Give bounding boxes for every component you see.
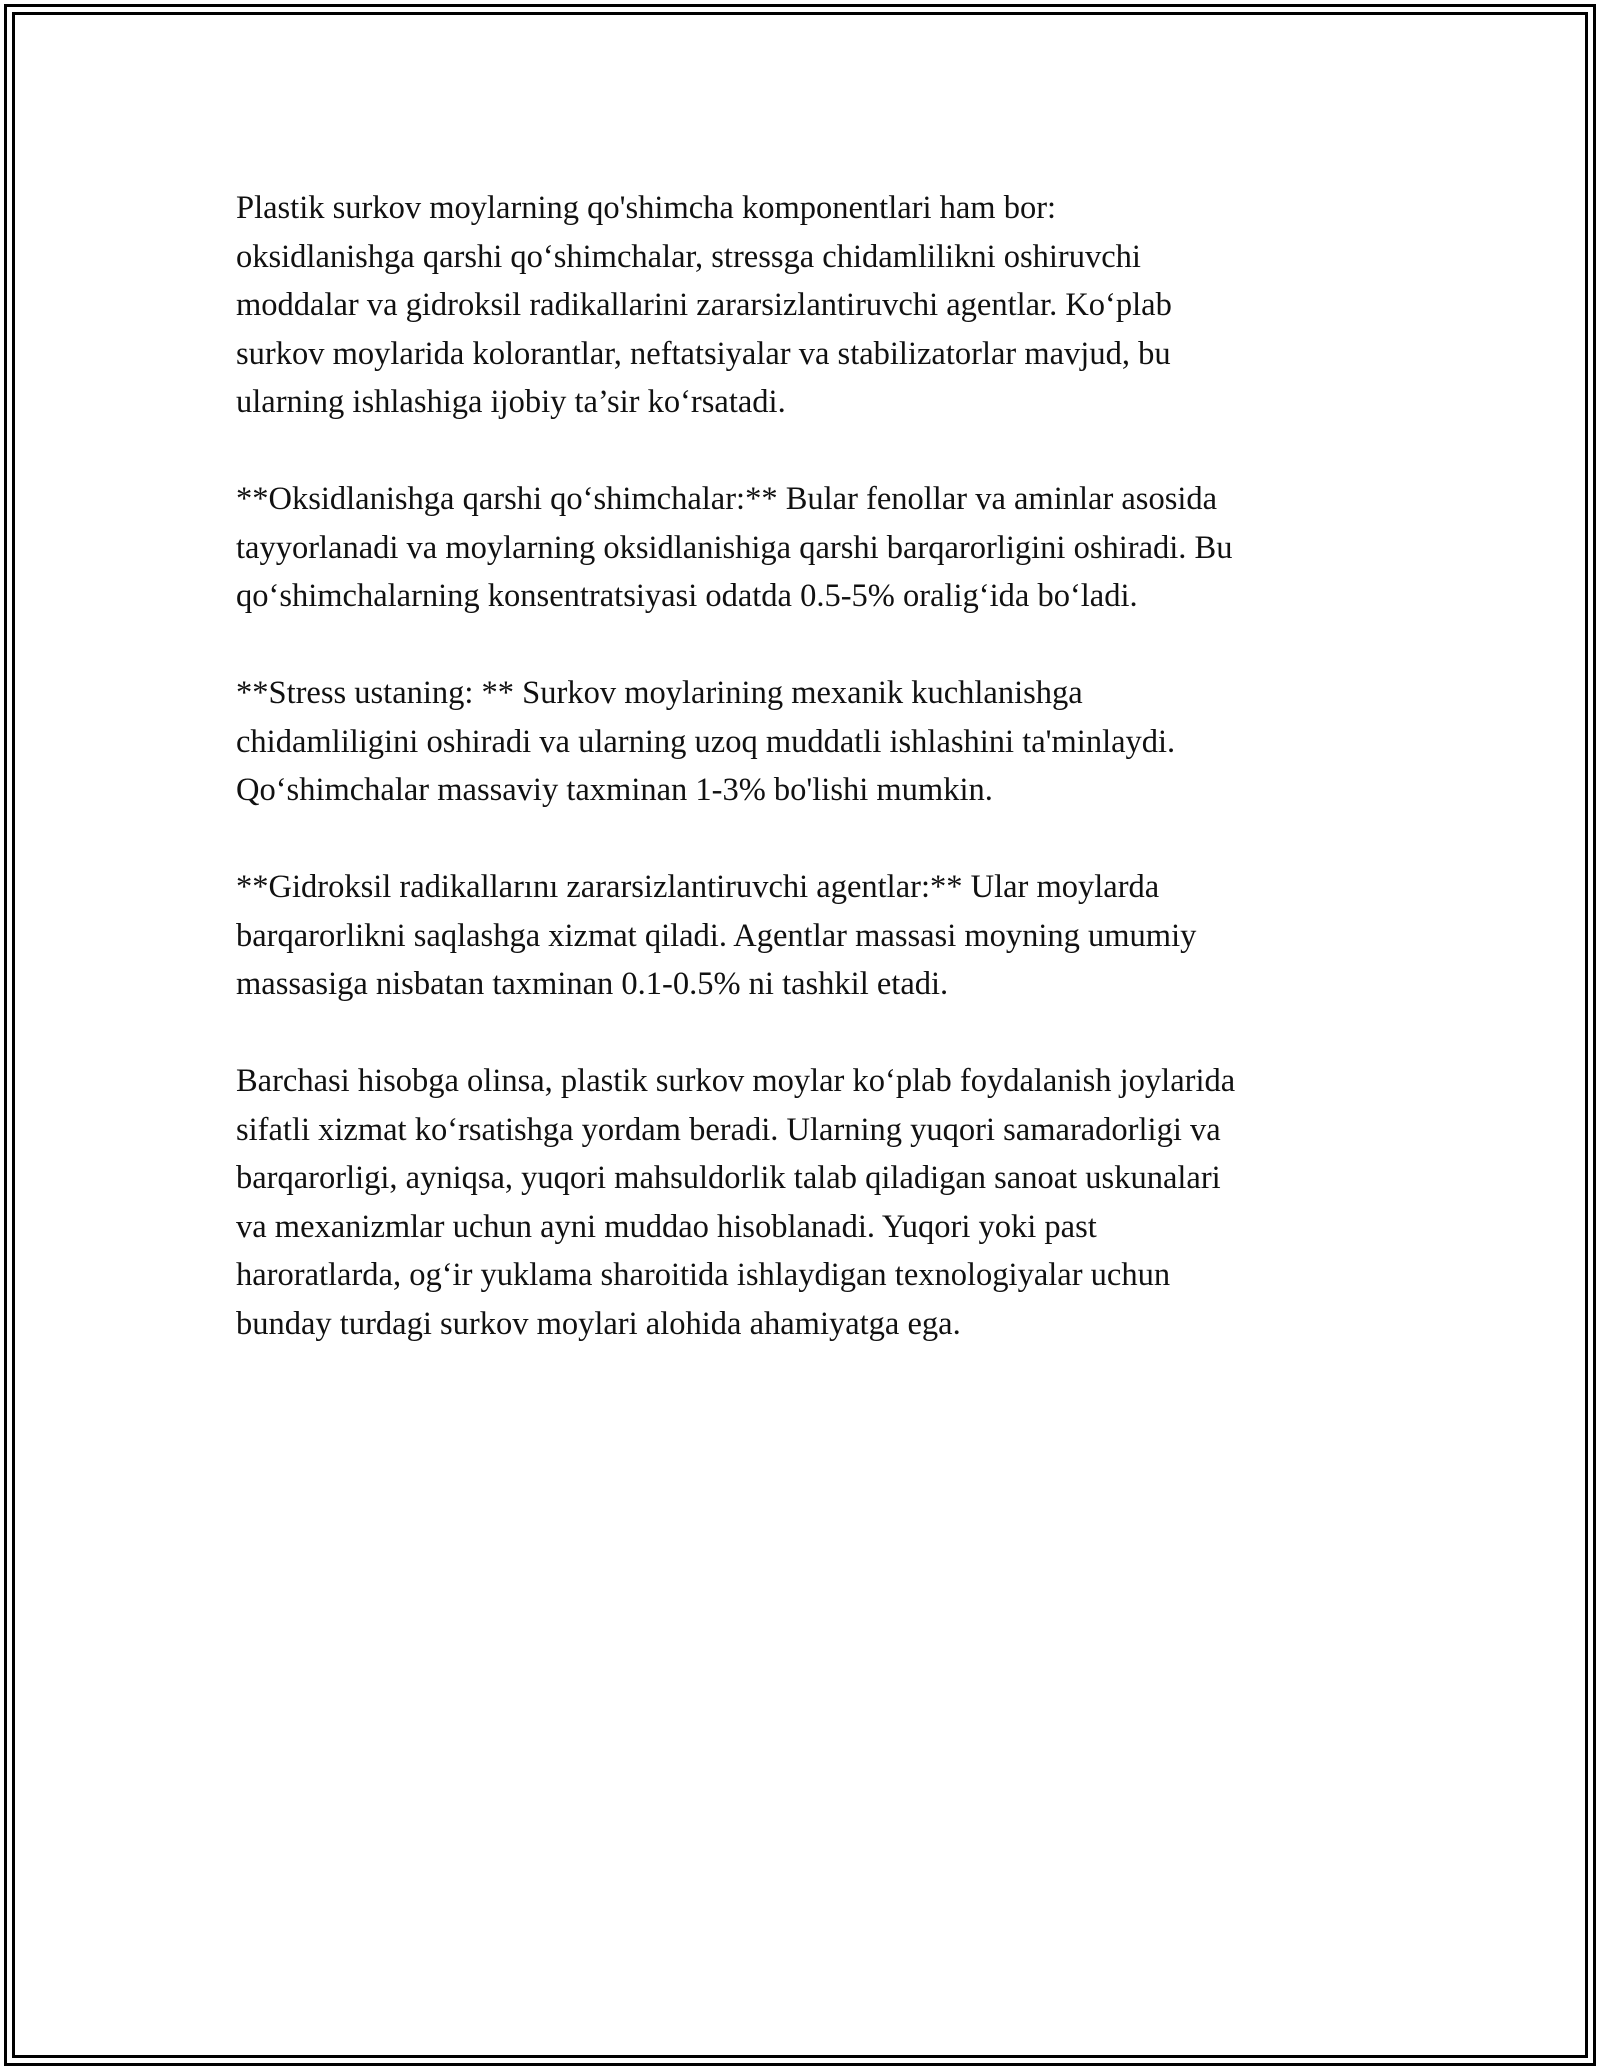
text-line: **Gidroksil radikallarını zararsizlantiruvchi agentlar:** Ular moylarda: [236, 869, 1160, 905]
text-line: surkov moylarida kolorantlar, neftatsiyalar va stabilizatorlar mavjud, bu: [236, 335, 1171, 372]
text-line: **Oksidlanishga qarshi qo‘shimchalar:** Bular fenollar va aminlar asosida: [236, 481, 1218, 517]
text-line: barqarorlikni saqlashga xizmat qiladi. Agentlar massasi moyning umumiy: [236, 917, 1197, 954]
text-line: massasiga nisbatan taxminan 0.1-0.5% ni tashkil etadi.: [236, 966, 949, 1002]
text-line: bunday turdagi surkov moylari alohida ahamiyatga ega.: [236, 1305, 961, 1342]
text-line: Qo‘shimchalar massaviy taxminan 1-3% bo'lishi mumkin.: [236, 772, 993, 808]
text-line: Barchasi hisobga olinsa, plastik surkov moylar ko‘plab foydalanish joylarida: [236, 1063, 1236, 1099]
text-line: tayyorlanadi va moylarning oksidlanishiga qarshi barqarorligini oshiradi. Bu: [236, 529, 1233, 566]
text-line: **Stress ustaning: ** Surkov moylarining mexanik kuchlanishga: [236, 675, 1083, 711]
paragraph-stress-resistance: [236, 669, 1376, 815]
document-body: [236, 184, 1376, 1397]
text-line: ularning ishlashiga ijobiy ta’sir ko‘rsatadi.: [236, 384, 786, 420]
paragraph-conclusion: [236, 1057, 1376, 1348]
text-line: sifatli xizmat ko‘rsatishga yordam beradi. Ularning yuqori samaradorligi va: [236, 1111, 1221, 1148]
text-line: Plastik surkov moylarning qo'shimcha komponentlari ham bor:: [236, 190, 1057, 226]
paragraph-hydroxyl-agents: [236, 863, 1376, 1009]
text-line: haroratlarda, og‘ir yuklama sharoitida ishlaydigan texnologiyalar uchun: [236, 1257, 1171, 1293]
text-line: qo‘shimchalarning konsentratsiyasi odatda 0.5-5% oralig‘ida bo‘ladi.: [236, 578, 1138, 614]
text-line: oksidlanishga qarshi qo‘shimchalar, stressga chidamlilikni oshiruvchi: [236, 238, 1141, 275]
text-line: va mexanizmlar uchun ayni muddao hisoblanadi. Yuqori yoki past: [236, 1208, 1097, 1245]
text-line: moddalar va gidroksil radikallarini zararsizlantiruvchi agentlar. Ko‘plab: [236, 287, 1172, 323]
paragraph-antioxidants: [236, 475, 1376, 621]
text-line: chidamliligini oshiradi va ularning uzoq muddatli ishlashini ta'minlaydi.: [236, 723, 1176, 760]
paragraph-intro: [236, 184, 1376, 427]
text-line: barqarorligi, ayniqsa, yuqori mahsuldorlik talab qiladigan sanoat uskunalari: [236, 1160, 1221, 1196]
